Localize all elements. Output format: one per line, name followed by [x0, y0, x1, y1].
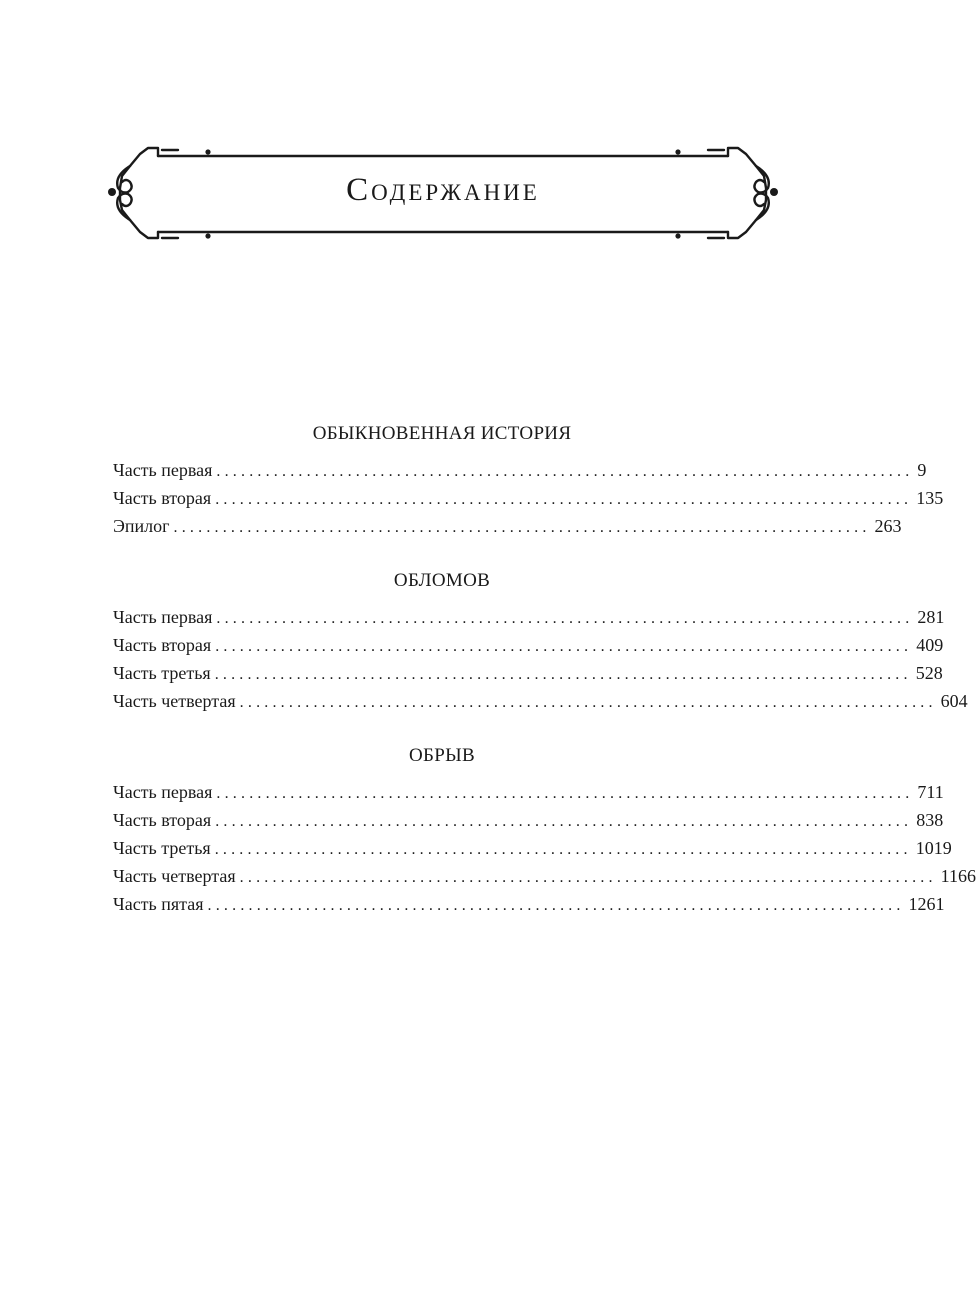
dot-leader: ..................................................................................... — [216, 610, 914, 627]
section-title: ОБЛОМОВ — [393, 570, 491, 591]
dot-leader: ..................................................................................... — [173, 519, 871, 536]
toc-entry[interactable] — [113, 834, 952, 862]
entry-page-number: 528 — [915, 663, 943, 683]
entry-label: Часть вторая — [113, 810, 212, 830]
entry-page-number: 1019 — [915, 838, 952, 858]
entry-label: Часть четвертая — [113, 691, 236, 711]
entry-page-number: 1166 — [940, 866, 976, 886]
toc-section — [113, 567, 968, 715]
toc-entry[interactable] — [113, 456, 927, 484]
entry-label: Эпилог — [113, 516, 170, 536]
toc-entry[interactable] — [113, 484, 944, 512]
page-title: Содержание — [346, 172, 540, 208]
dot-leader: ..................................................................................... — [215, 813, 913, 830]
dot-leader: ..................................................................................... — [214, 841, 912, 858]
section-title: ОБЫКНОВЕННАЯ ИСТОРИЯ — [312, 423, 572, 444]
toc-section — [113, 420, 944, 540]
entry-label: Часть первая — [113, 782, 213, 802]
toc-section — [113, 742, 976, 918]
dot-leader: ..................................................................................... — [239, 869, 937, 886]
toc-entry[interactable] — [113, 778, 944, 806]
table-of-contents — [113, 420, 976, 945]
entry-label: Часть третья — [113, 663, 211, 683]
entry-page-number: 409 — [916, 635, 944, 655]
toc-entry[interactable] — [113, 890, 945, 918]
entry-page-number: 263 — [874, 516, 902, 536]
entry-page-number: 1261 — [908, 894, 945, 914]
title-frame — [108, 140, 778, 244]
dot-leader: ..................................................................................... — [215, 491, 913, 508]
entry-page-number: 838 — [916, 810, 944, 830]
dot-leader: ..................................................................................... — [207, 897, 905, 914]
entry-page-number: 135 — [916, 488, 944, 508]
dot-leader: ..................................................................................... — [216, 785, 914, 802]
toc-entry[interactable] — [113, 862, 976, 890]
section-title: ОБРЫВ — [409, 745, 475, 766]
entry-label: Часть вторая — [113, 635, 212, 655]
entry-page-number: 711 — [917, 782, 944, 802]
entry-label: Часть первая — [113, 460, 213, 480]
toc-entry[interactable] — [113, 512, 902, 540]
toc-entry[interactable] — [113, 806, 944, 834]
dot-leader: ..................................................................................... — [216, 463, 914, 480]
entry-page-number: 9 — [917, 460, 927, 480]
dot-leader: ..................................................................................... — [215, 638, 913, 655]
entry-label: Часть вторая — [113, 488, 212, 508]
entry-page-number: 604 — [940, 691, 968, 711]
entry-page-number: 281 — [917, 607, 945, 627]
dot-leader: ..................................................................................... — [239, 694, 937, 711]
dot-leader: ..................................................................................... — [214, 666, 912, 683]
toc-entry[interactable] — [113, 687, 968, 715]
entry-label: Часть пятая — [113, 894, 204, 914]
entry-label: Часть первая — [113, 607, 213, 627]
entry-label: Часть четвертая — [113, 866, 236, 886]
entry-label: Часть третья — [113, 838, 211, 858]
toc-entry[interactable] — [113, 659, 943, 687]
toc-entry[interactable] — [113, 631, 944, 659]
toc-entry[interactable] — [113, 603, 945, 631]
